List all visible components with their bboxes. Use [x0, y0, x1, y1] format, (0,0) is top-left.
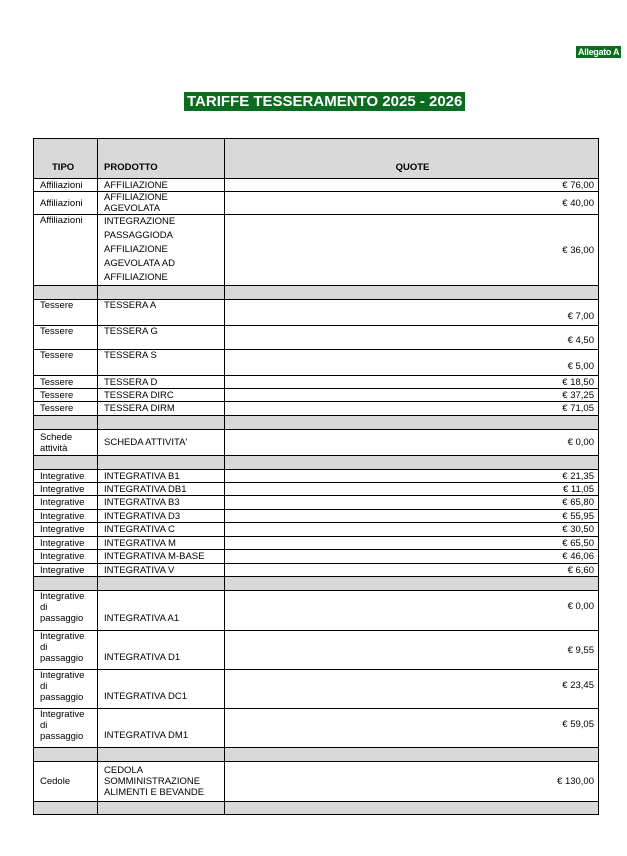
table-row: [34, 192, 599, 215]
cell-prodotto: CEDOLA SOMMINISTRAZIONE ALIMENTI E BEVANDE: [98, 762, 225, 802]
separator-cell: [98, 802, 225, 815]
separator-cell: [34, 416, 98, 430]
separator-row: [34, 802, 599, 815]
cell-tipo: Integrative di passaggio: [34, 709, 98, 748]
table-row: [34, 483, 599, 496]
table-row: [34, 496, 599, 510]
separator-cell: [98, 748, 225, 762]
separator-cell: [98, 286, 225, 300]
cell-quota: € 23,45: [225, 670, 599, 709]
separator-cell: [98, 456, 225, 470]
attachment-label: Allegato A: [578, 47, 620, 57]
cell-quota: € 55,95: [225, 510, 599, 523]
separator-row: [34, 456, 599, 470]
cell-tipo: Integrative: [34, 564, 98, 577]
cell-prodotto: INTEGRATIVA D3: [98, 510, 225, 523]
cell-tipo: Integrative di passaggio: [34, 670, 98, 709]
cell-quota: € 0,00: [225, 591, 599, 631]
cell-prodotto: SCHEDA ATTIVITA': [98, 430, 225, 456]
cell-quota: € 11,05: [225, 483, 599, 496]
tariff-table: [33, 138, 599, 815]
cell-quota: € 6,60: [225, 564, 599, 577]
table-row: [34, 179, 599, 192]
cell-tipo: Tessere: [34, 402, 98, 416]
cell-quota: € 36,00: [225, 215, 599, 286]
cell-prodotto: AFFILIAZIONE: [98, 179, 225, 192]
cell-prodotto: INTEGRATIVA B1: [98, 470, 225, 483]
cell-tipo: Integrative di passaggio: [34, 591, 98, 631]
cell-tipo: Integrative: [34, 483, 98, 496]
separator-cell: [34, 748, 98, 762]
cell-prodotto: INTEGRAZIONE PASSAGGIODA AFFILIAZIONE AGEVOLATA AD AFFILIAZIONE: [98, 215, 225, 286]
table-row: [34, 470, 599, 483]
cell-prodotto: INTEGRATIVA A1: [98, 591, 225, 631]
cell-tipo: Integrative: [34, 523, 98, 537]
table-row: [34, 376, 599, 389]
table-row: [34, 550, 599, 564]
cell-quota: € 0,00: [225, 430, 599, 456]
cell-tipo: Integrative: [34, 550, 98, 564]
separator-cell: [225, 802, 599, 815]
cell-quota: € 46,06: [225, 550, 599, 564]
cell-tipo: Affiliazioni: [34, 192, 98, 215]
cell-prodotto: TESSERA S: [98, 350, 225, 376]
table-row: [34, 430, 599, 456]
cell-tipo: Tessere: [34, 376, 98, 389]
separator-cell: [225, 286, 599, 300]
cell-quota: € 65,50: [225, 537, 599, 550]
cell-quota: € 40,00: [225, 192, 599, 215]
separator-cell: [225, 456, 599, 470]
cell-prodotto: TESSERA DIRM: [98, 402, 225, 416]
cell-prodotto: TESSERA DIRC: [98, 389, 225, 402]
separator-cell: [34, 802, 98, 815]
table-row: [34, 523, 599, 537]
table-row: [34, 537, 599, 550]
separator-cell: [225, 577, 599, 591]
cell-prodotto: INTEGRATIVA M: [98, 537, 225, 550]
cell-tipo: Affiliazioni: [34, 179, 98, 192]
separator-row: [34, 577, 599, 591]
cell-quota: € 65,80: [225, 496, 599, 510]
separator-cell: [225, 748, 599, 762]
cell-prodotto: INTEGRATIVA M-BASE: [98, 550, 225, 564]
table-row: [34, 564, 599, 577]
cell-tipo: Affiliazioni: [34, 215, 98, 286]
cell-prodotto: TESSERA D: [98, 376, 225, 389]
cell-quota: € 5,00: [225, 350, 599, 376]
cell-prodotto: INTEGRATIVA DC1: [98, 670, 225, 709]
column-header-prodotto: PRODOTTO: [98, 139, 225, 179]
table-header-row: [34, 139, 599, 179]
cell-quota: € 71,05: [225, 402, 599, 416]
cell-prodotto: TESSERA G: [98, 326, 225, 350]
cell-quota: € 76,00: [225, 179, 599, 192]
separator-cell: [34, 456, 98, 470]
cell-quota: € 130,00: [225, 762, 599, 802]
cell-quota: € 7,00: [225, 300, 599, 326]
cell-prodotto: AFFILIAZIONE AGEVOLATA: [98, 192, 225, 215]
separator-cell: [98, 416, 225, 430]
table-row: [34, 510, 599, 523]
table-row: [34, 215, 599, 286]
cell-prodotto: INTEGRATIVA DB1: [98, 483, 225, 496]
table-row: [34, 631, 599, 670]
separator-cell: [98, 577, 225, 591]
cell-prodotto: INTEGRATIVA V: [98, 564, 225, 577]
cell-prodotto: INTEGRATIVA D1: [98, 631, 225, 670]
cell-tipo: Tessere: [34, 350, 98, 376]
cell-prodotto: INTEGRATIVA DM1: [98, 709, 225, 748]
cell-quota: € 37,25: [225, 389, 599, 402]
separator-cell: [225, 416, 599, 430]
cell-tipo: Integrative: [34, 470, 98, 483]
cell-tipo: Tessere: [34, 389, 98, 402]
cell-prodotto: INTEGRATIVA C: [98, 523, 225, 537]
cell-quota: € 59,05: [225, 709, 599, 748]
cell-quota: € 30,50: [225, 523, 599, 537]
page-title: TARIFFE TESSERAMENTO 2025 - 2026: [184, 92, 465, 111]
cell-quota: € 4,50: [225, 326, 599, 350]
table-row: [34, 591, 599, 631]
cell-tipo: Integrative di passaggio: [34, 631, 98, 670]
table-row: [34, 402, 599, 416]
cell-tipo: Integrative: [34, 510, 98, 523]
table-row: [34, 300, 599, 326]
cell-tipo: Tessere: [34, 300, 98, 326]
table-body: [34, 179, 599, 815]
table-row: [34, 762, 599, 802]
column-header-tipo: TIPO: [34, 139, 98, 179]
table-row: [34, 709, 599, 748]
cell-prodotto: INTEGRATIVA B3: [98, 496, 225, 510]
separator-row: [34, 416, 599, 430]
cell-tipo: Tessere: [34, 326, 98, 350]
cell-quota: € 21,35: [225, 470, 599, 483]
cell-quota: € 9,55: [225, 631, 599, 670]
cell-tipo: Integrative: [34, 537, 98, 550]
cell-quota: € 18,50: [225, 376, 599, 389]
cell-tipo: Cedole: [34, 762, 98, 802]
column-header-quote: QUOTE: [225, 139, 599, 179]
cell-tipo: Schede attività: [34, 430, 98, 456]
table-row: [34, 326, 599, 350]
separator-row: [34, 286, 599, 300]
cell-prodotto: TESSERA A: [98, 300, 225, 326]
table-row: [34, 389, 599, 402]
table-row: [34, 350, 599, 376]
table-row: [34, 670, 599, 709]
separator-row: [34, 748, 599, 762]
separator-cell: [34, 577, 98, 591]
cell-tipo: Integrative: [34, 496, 98, 510]
separator-cell: [34, 286, 98, 300]
